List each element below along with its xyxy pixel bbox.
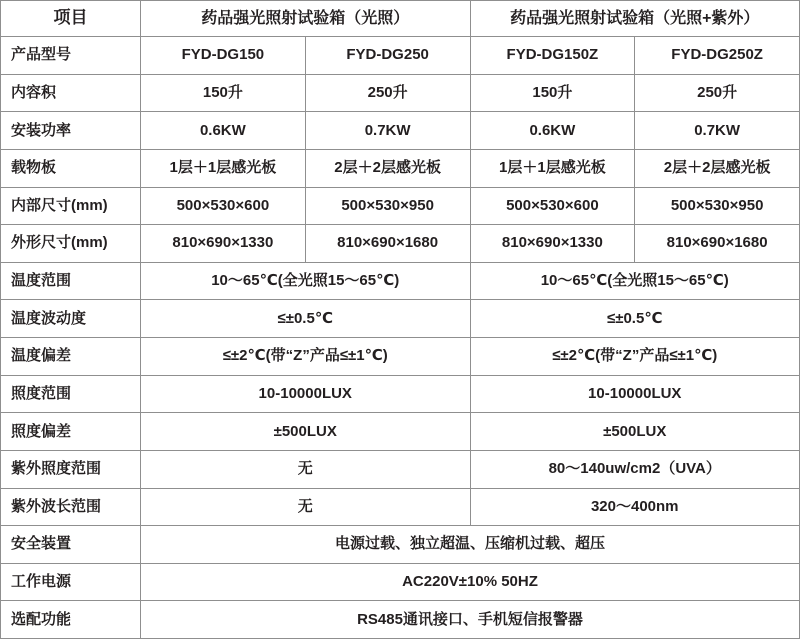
table-row bbox=[1, 74, 800, 112]
table-cell: 250升 bbox=[305, 74, 470, 112]
table-cell: FYD-DG250Z bbox=[635, 37, 800, 75]
table-cell: 电源过载、独立超温、压缩机过载、超压 bbox=[141, 526, 800, 564]
row-label: 温度偏差 bbox=[1, 338, 141, 376]
table-cell: ≤±2℃(带“Z”产品≤±1℃) bbox=[141, 338, 471, 376]
table-cell: 2层＋2层感光板 bbox=[305, 149, 470, 187]
table-cell: 10-10000LUX bbox=[470, 375, 800, 413]
table-cell: ≤±2℃(带“Z”产品≤±1℃) bbox=[470, 338, 800, 376]
table-cell: ±500LUX bbox=[141, 413, 471, 451]
table-cell: RS485通讯接口、手机短信报警器 bbox=[141, 601, 800, 639]
table-row bbox=[1, 526, 800, 564]
table-cell: 0.6KW bbox=[141, 112, 306, 150]
row-label: 照度偏差 bbox=[1, 413, 141, 451]
table-cell: 2层＋2层感光板 bbox=[635, 149, 800, 187]
table-cell: 810×690×1680 bbox=[635, 225, 800, 263]
table-header-row bbox=[1, 1, 800, 37]
column-header-group-light: 药品强光照射试验箱（光照） bbox=[141, 1, 471, 37]
table-row bbox=[1, 300, 800, 338]
table-cell: 1层＋1层感光板 bbox=[470, 149, 635, 187]
table-row bbox=[1, 413, 800, 451]
column-header-item: 项目 bbox=[1, 1, 141, 37]
row-label: 载物板 bbox=[1, 149, 141, 187]
table-cell: ≤±0.5℃ bbox=[141, 300, 471, 338]
table-cell: 10～65℃(全光照15～65℃) bbox=[141, 262, 471, 300]
table-cell: FYD-DG150 bbox=[141, 37, 306, 75]
table-cell: 0.6KW bbox=[470, 112, 635, 150]
row-label: 安全装置 bbox=[1, 526, 141, 564]
row-label: 选配功能 bbox=[1, 601, 141, 639]
table-cell: 810×690×1330 bbox=[141, 225, 306, 263]
table-row bbox=[1, 187, 800, 225]
row-label: 外形尺寸(mm) bbox=[1, 225, 141, 263]
table-row bbox=[1, 601, 800, 639]
table-cell: 500×530×950 bbox=[305, 187, 470, 225]
table-row bbox=[1, 338, 800, 376]
table-row bbox=[1, 450, 800, 488]
row-label: 工作电源 bbox=[1, 563, 141, 601]
table-cell: 320～400nm bbox=[470, 488, 800, 526]
table-cell: 10～65℃(全光照15～65℃) bbox=[470, 262, 800, 300]
row-label: 紫外照度范围 bbox=[1, 450, 141, 488]
table-row bbox=[1, 563, 800, 601]
table-cell: 810×690×1330 bbox=[470, 225, 635, 263]
table-row bbox=[1, 488, 800, 526]
table-cell: 500×530×600 bbox=[470, 187, 635, 225]
table-cell: FYD-DG150Z bbox=[470, 37, 635, 75]
row-label: 温度波动度 bbox=[1, 300, 141, 338]
table-cell: 500×530×600 bbox=[141, 187, 306, 225]
table-cell: 无 bbox=[141, 488, 471, 526]
table-cell: ±500LUX bbox=[470, 413, 800, 451]
table-row bbox=[1, 112, 800, 150]
table-cell: FYD-DG250 bbox=[305, 37, 470, 75]
table-cell: 150升 bbox=[141, 74, 306, 112]
table-cell: 0.7KW bbox=[635, 112, 800, 150]
table-row bbox=[1, 37, 800, 75]
table-row bbox=[1, 262, 800, 300]
table-cell: 150升 bbox=[470, 74, 635, 112]
row-label: 安装功率 bbox=[1, 112, 141, 150]
row-label: 照度范围 bbox=[1, 375, 141, 413]
table-row bbox=[1, 149, 800, 187]
table-cell: 10-10000LUX bbox=[141, 375, 471, 413]
table-cell: ≤±0.5℃ bbox=[470, 300, 800, 338]
table-cell: 无 bbox=[141, 450, 471, 488]
table-row bbox=[1, 375, 800, 413]
row-label: 紫外波长范围 bbox=[1, 488, 141, 526]
table-row bbox=[1, 225, 800, 263]
table-cell: 1层＋1层感光板 bbox=[141, 149, 306, 187]
table-cell: 0.7KW bbox=[305, 112, 470, 150]
table-cell: 500×530×950 bbox=[635, 187, 800, 225]
row-label: 温度范围 bbox=[1, 262, 141, 300]
row-label: 内部尺寸(mm) bbox=[1, 187, 141, 225]
column-header-group-light-uv: 药品强光照射试验箱（光照+紫外） bbox=[470, 1, 800, 37]
table-cell: AC220V±10% 50HZ bbox=[141, 563, 800, 601]
row-label: 内容积 bbox=[1, 74, 141, 112]
row-label: 产品型号 bbox=[1, 37, 141, 75]
table-cell: 250升 bbox=[635, 74, 800, 112]
table-cell: 810×690×1680 bbox=[305, 225, 470, 263]
table-cell: 80～140uw/cm2（UVA） bbox=[470, 450, 800, 488]
